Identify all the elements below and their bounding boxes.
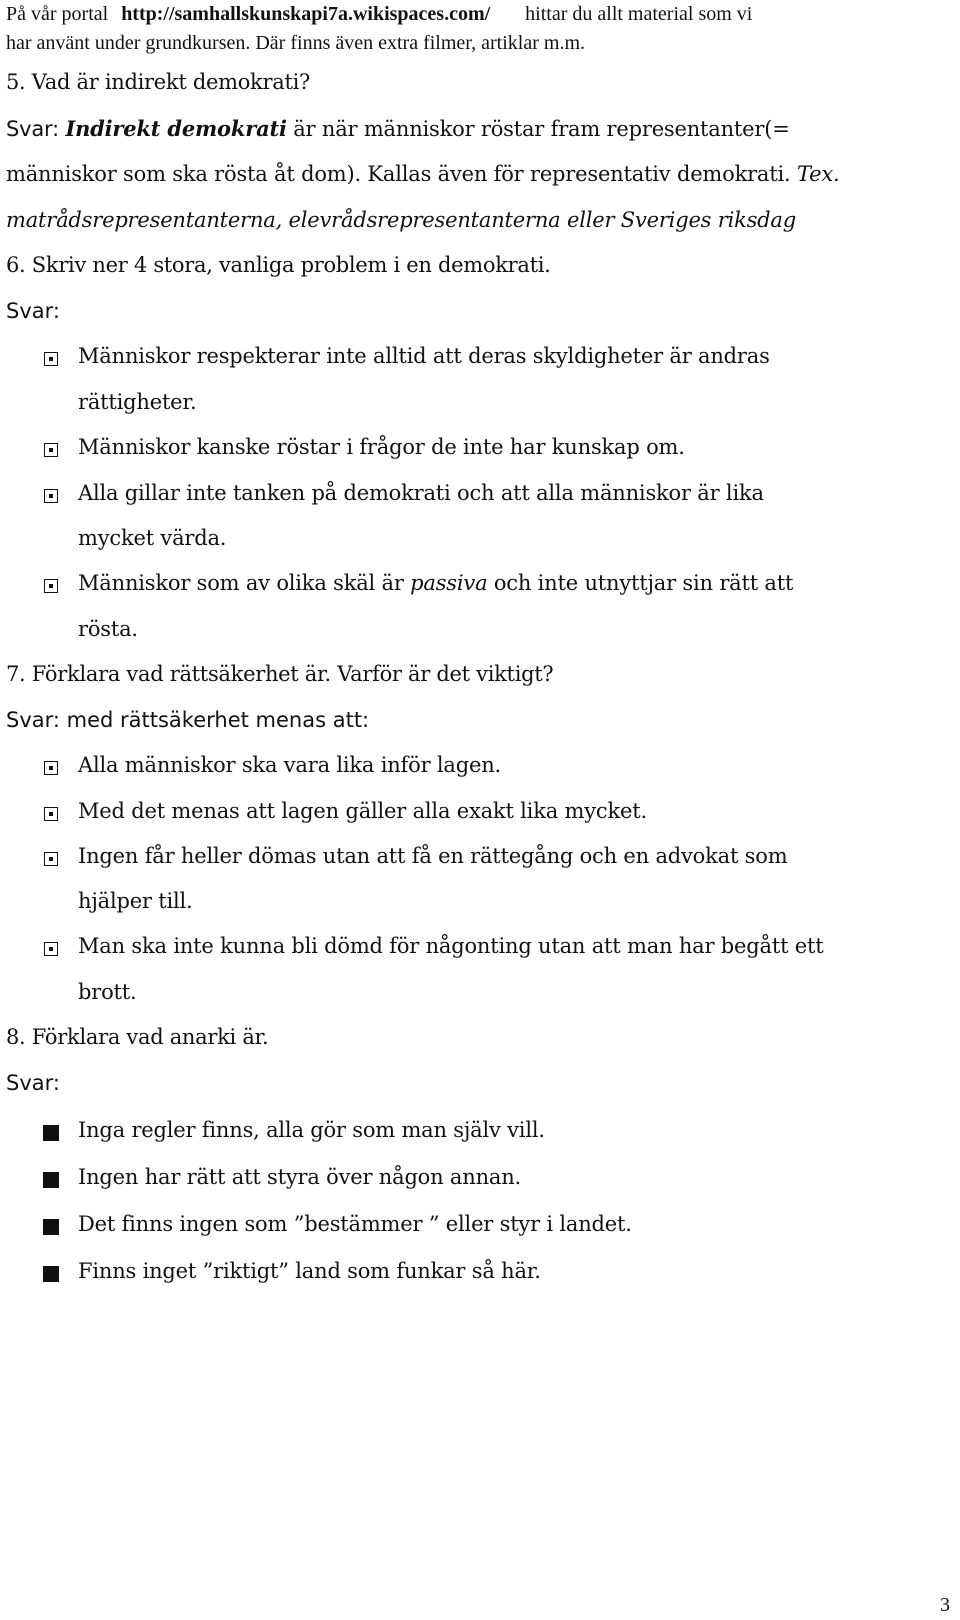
question-7-heading: 7. Förklara vad rättsäkerhet är. Varför är det viktigt? [6,662,554,686]
q6-bullet-2-icon [44,443,58,457]
q6-item-3-line-2: mycket värda. [78,526,227,550]
question-5-heading: 5. Vad är indirekt demokrati? [6,70,310,94]
q6-bullet-3-icon [44,489,58,503]
q6-item-4-line-2: rösta. [78,617,138,641]
q8-bullet-3-icon [43,1219,59,1235]
q5-answer-line-3: matrådsrepresentanterna, elevrådsrepresentanterna eller Sveriges riksdag [6,208,796,232]
q6-bullet-1-icon [44,352,58,366]
q7-item-3-line-2: hjälper till. [78,889,193,913]
q7-bullet-3-icon [44,852,58,866]
q7-item-4-line-2: brott. [78,980,137,1004]
portal-notice-line-2: har använt under grundkursen. Där finns även extra filmer, artiklar m.m. [6,32,585,54]
q5-answer-rest: är när människor röstar fram representanter(= [286,117,790,141]
portal-notice-line-1 [6,2,752,26]
q6-item-4-text-c: och inte utnyttjar sin rätt att [487,571,794,595]
q7-item-4-line-1: Man ska inte kunna bli dömd för någonting utan att man har begått ett [78,934,824,958]
q6-bullet-4-icon [44,579,58,593]
q8-answer-label: Svar: [6,1071,60,1095]
q5-answer-line-1 [6,116,790,141]
q8-item-3: Det finns ingen som ”bestämmer ” eller styr i landet. [78,1212,632,1236]
q5-answer-line-2 [6,162,840,186]
page-number: 3 [940,1594,950,1616]
q7-answer-label: Svar: med rättsäkerhet menas att: [6,708,370,732]
q6-answer-label: Svar: [6,299,60,323]
q6-item-4-line-1 [78,571,793,595]
q7-bullet-1-icon [44,761,58,775]
q8-bullet-4-icon [43,1266,59,1282]
q8-item-4: Finns inget ”riktigt” land som funkar så här. [78,1259,541,1283]
q6-item-4-text-a: Människor som av olika skäl är [78,571,411,595]
q7-item-1-line-1: Alla människor ska vara lika inför lagen. [78,753,501,777]
q8-item-1: Inga regler finns, alla gör som man själv vill. [78,1118,545,1142]
q7-item-2-line-1: Med det menas att lagen gäller alla exakt lika mycket. [78,799,647,823]
portal-notice-prefix: På vår portal [6,3,109,25]
q5-answer-label: Svar: [6,117,66,141]
q6-item-1-line-2: rättigheter. [78,390,197,414]
q7-bullet-2-icon [44,807,58,821]
q6-item-3-line-1: Alla gillar inte tanken på demokrati och att alla människor är lika [78,481,764,505]
q6-item-2-line-1: Människor kanske röstar i frågor de inte har kunskap om. [78,435,685,459]
q5-line2-text: människor som ska rösta åt dom). Kallas även för representativ demokrati. [6,162,797,186]
q7-item-3-line-1: Ingen får heller dömas utan att få en rättegång och en advokat som [78,844,788,868]
q8-bullet-1-icon [43,1125,59,1141]
q5-term: Indirekt demokrati [65,116,287,141]
q8-bullet-2-icon [43,1172,59,1188]
q6-item-4-passiva: passiva [410,571,488,595]
q6-item-1-line-1: Människor respekterar inte alltid att deras skyldigheter är andras [78,344,770,368]
portal-notice-suffix: hittar du allt material som vi [525,3,753,25]
q7-bullet-4-icon [44,942,58,956]
q8-item-2: Ingen har rätt att styra över någon annan. [78,1165,522,1189]
q5-line2-italic: Tex. [796,162,840,186]
question-6-heading: 6. Skriv ner 4 stora, vanliga problem i en demokrati. [6,253,551,277]
portal-url-link[interactable]: http://samhallskunskapi7a.wikispaces.com/ [121,3,491,25]
question-8-heading: 8. Förklara vad anarki är. [6,1025,269,1049]
